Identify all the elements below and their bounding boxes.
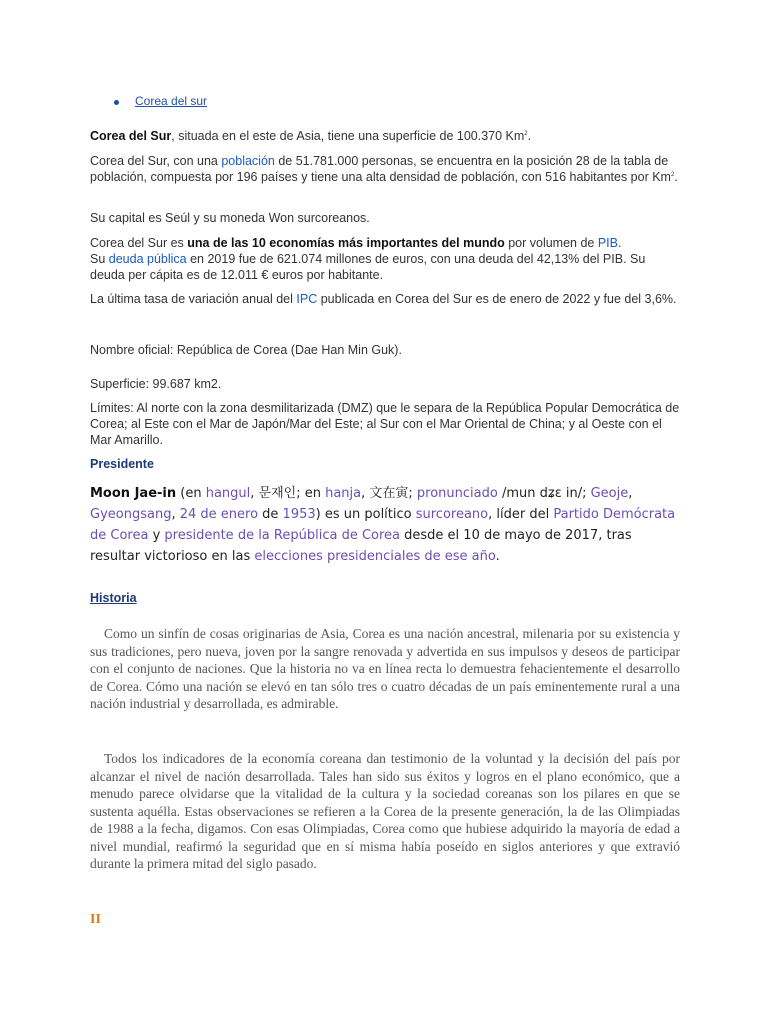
surcoreano-link[interactable]: surcoreano — [415, 507, 489, 522]
presidente-republica-link[interactable]: presidente de la República de Corea — [164, 528, 401, 543]
intro-paragraph-5: La última tasa de variación anual del IPC publicada en Corea del Sur es de enero de 2022 y fue del 3,6%. — [90, 292, 677, 306]
ipc-link[interactable]: IPC — [296, 292, 318, 306]
official-name: Nombre oficial: República de Corea (Dae Han Min Guk). — [90, 343, 402, 357]
poblacion-link[interactable]: población — [221, 154, 275, 168]
country-name: Corea del Sur — [90, 129, 172, 143]
hanja-link[interactable]: hanja — [325, 486, 362, 501]
hangul-link[interactable]: hangul — [205, 486, 251, 501]
intro-paragraph-1: Corea del Sur, situada en el este de Asia, tiene una superficie de 100.370 Km$^2$. — [90, 129, 532, 143]
birth-year-link[interactable]: 1953 — [282, 507, 316, 522]
presidente-heading: Presidente — [90, 457, 154, 471]
pib-link[interactable]: PIB — [597, 236, 618, 250]
historia-paragraph-2: Todos los indicadores de la economía coreana dan testimonio de la voluntad y la decisión del país por alcanzar el nivel de nación desarrollada. Tales han sido sus éxitos y logros en el plano económico, que a menudo parece olvidarse que la vitalidad de la cultura y la sociedad coreanas son los pilares en que se sustenta aquélla. Estas observaciones se refieren a la Corea de la presente generación, la de las Olimpiadas de 1988 a la fecha, digamos. Con esas Olimpiadas, Corea como que hubiese adquirido la mayoría de edad a nivel mundial, reafirmó la seguridad que en sí misma había poseído en siglos anteriores y que extravió durante la primera mitad del siglo pasado. — [90, 751, 680, 871]
deuda-publica-link[interactable]: deuda pública — [108, 252, 187, 266]
pronunciation-link[interactable]: pronunciado — [416, 486, 498, 501]
corea-del-sur-link[interactable]: Corea del sur — [135, 94, 208, 108]
elecciones-link[interactable]: elecciones presidenciales de ese año — [254, 549, 496, 564]
borders: Límites: Al norte con la zona desmilitarizada (DMZ) que le separa de la República Popular Democrática de Corea; al Este con el Mar de Japón/Mar del Este; al Sur con el Mar Oriental de China; y al Oeste con el Mar Amarillo. — [90, 401, 680, 447]
partido-link[interactable]: Partido Demócrata de Corea — [90, 507, 676, 543]
historia-heading: Historia — [90, 591, 137, 605]
presidente-paragraph: Moon Jae-in (en hangul, 문재인; en hanja, 文在寅; pronunciado /mun dʑɛ in/; Geoje, Gyeongsang, 24 de enero de 1953) es un político surcoreano, líder del Partido Demócrata de Corea y presidente de la República de Corea desde el 10 de mayo de 2017, tras resultar victorioso en las elecciones presidenciales de ese año. — [90, 486, 676, 564]
historia-paragraph-1: Como un sinfín de cosas originarias de Asia, Corea es una nación ancestral, milenaria por su existencia y sus tradiciones, pero nueva, joven por la sangre renovada y advertida en sus impulsos y deseos de participar con el conjunto de naciones. Que la historia no va en línea recta lo demuestra fehacientemente el desarrollo de Corea. Cómo una nación se elevó en tan sólo tres o cuatro décadas de un país eminentemente rural a una nación industrial y desarrollada, es admirable. — [90, 626, 680, 711]
president-name: Moon Jae-in — [90, 486, 177, 501]
section-number: II — [90, 912, 101, 927]
birth-date-link[interactable]: 24 de enero — [179, 507, 259, 522]
intro-paragraph-2: Corea del Sur, con una población de 51.781.000 personas, se encuentra en la posición 28 de la tabla de población, compuesta por 196 países y tiene una alta densidad de población, con 516 habitantes por Km$^2$. — [90, 154, 678, 184]
economy-highlight: una de las 10 economías más importantes del mundo — [187, 236, 505, 250]
bullet-icon — [114, 100, 119, 105]
geoje-link[interactable]: Geoje — [590, 486, 629, 501]
intro-paragraph-4: Corea del Sur es una de las 10 economías más importantes del mundo por volumen de PIB. Su deuda pública en 2019 fue de 621.074 millones de euros, con una deuda del 42,13% del PIB. Su deuda per cápita es de 12.011 € euros por habitante. — [90, 236, 646, 282]
surface-area: Superficie: 99.687 km2. — [90, 377, 222, 391]
intro-paragraph-3: Su capital es Seúl y su moneda Won surcoreanos. — [90, 211, 370, 225]
gyeongsang-link[interactable]: Gyeongsang — [90, 507, 172, 522]
